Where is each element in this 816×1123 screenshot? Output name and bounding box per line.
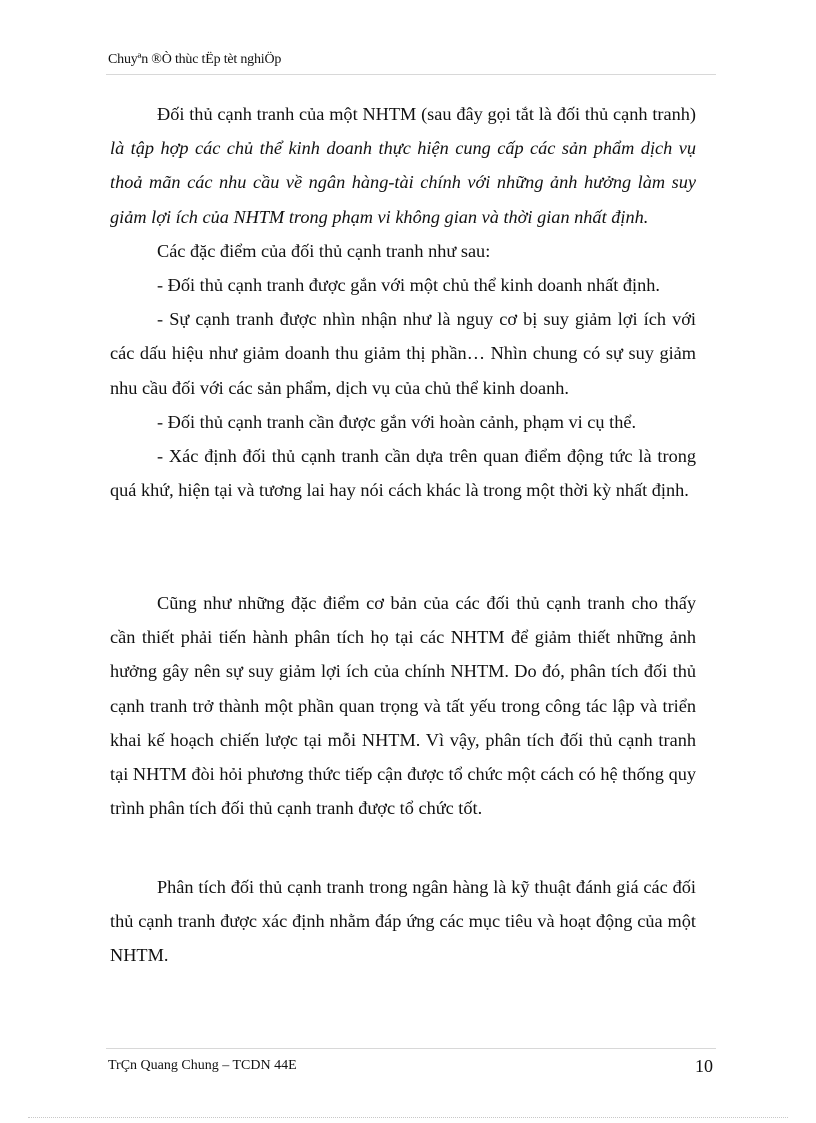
analysis-section	[110, 586, 696, 825]
footer-author: TrÇn Quang Chung – TCDN 44E	[108, 1058, 297, 1073]
header-divider	[106, 74, 716, 75]
characteristic-item-4: - Xác định đối thủ cạnh tranh cần dựa trên quan điểm động tức là trong quá khứ, hiện tại và tương lai hay nói cách khác là trong một thời kỳ nhất định.	[110, 446, 696, 501]
definition-section	[110, 97, 696, 507]
definition-italic: là tập hợp các chủ thể kinh doanh thực hiện cung cấp các sản phẩm dịch vụ thoả mãn các nhu cầu về ngân hàng-tài chính với những ảnh hưởng làm suy giảm lợi ích của NHTM trong phạm vi không gian và thời gian nhất định.	[110, 138, 696, 227]
analysis-paragraph: Cũng như những đặc điểm cơ bản của các đối thủ cạnh tranh cho thấy cần thiết phải tiến hành phân tích họ tại các NHTM để giảm thiết những ảnh hưởng gây nên sự suy giảm lợi ích của chính NHTM. Do đó, phân tích đối thủ cạnh tranh trở thành một phần quan trọng và tất yếu trong công tác lập và triển khai kế hoạch chiến lược tại mỗi NHTM. Vì vậy, phân tích đối thủ cạnh tranh tại NHTM đòi hỏi phương thức tiếp cận được tổ chức một cách có hệ thống quy trình phân tích đối thủ cạnh tranh được tổ chức tốt.	[110, 593, 696, 819]
definition-lead: Đối thủ cạnh tranh của một NHTM (sau đây gọi tắt là đối thủ cạnh tranh)	[157, 104, 696, 124]
technique-paragraph: Phân tích đối thủ cạnh tranh trong ngân hàng là kỹ thuật đánh giá các đối thủ cạnh tranh được xác định nhằm đáp ứng các mục tiêu và hoạt động của một NHTM.	[110, 877, 696, 966]
technique-section	[110, 870, 696, 973]
characteristics-intro: Các đặc điểm của đối thủ cạnh tranh như sau:	[157, 240, 491, 261]
characteristic-item-1: - Đối thủ cạnh tranh được gắn với một chủ thể kinh doanh nhất định.	[157, 275, 660, 296]
page-bottom-edge	[28, 1117, 788, 1118]
page-number: 10	[695, 1056, 713, 1076]
footer-divider	[106, 1048, 716, 1049]
running-header: Chuyªn ®Ò thùc tËp tèt nghiÖp	[108, 52, 282, 67]
characteristic-item-3: - Đối thủ cạnh tranh cần được gắn với hoàn cảnh, phạm vi cụ thể.	[157, 411, 637, 432]
characteristic-item-2: - Sự cạnh tranh được nhìn nhận như là nguy cơ bị suy giảm lợi ích với các dấu hiệu như giảm doanh thu giảm thị phần… Nhìn chung có sự suy giảm nhu cầu đối với các sản phẩm, dịch vụ của chủ thể kinh doanh.	[110, 309, 696, 398]
definition-paragraph	[110, 97, 696, 234]
